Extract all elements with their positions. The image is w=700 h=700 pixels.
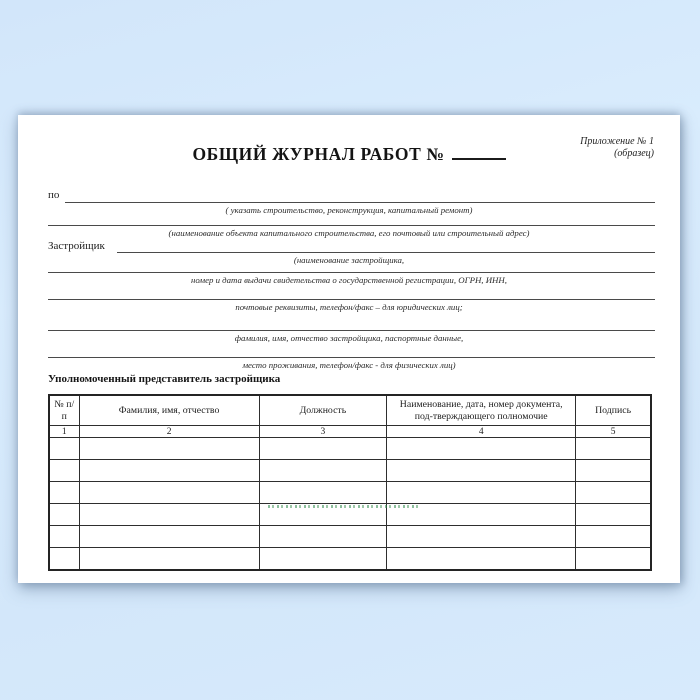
table-header xyxy=(49,395,651,438)
caption-object-name: (наименование объекта капитального строительства, его почтовый или строительный адрес) xyxy=(168,228,530,238)
table-cell xyxy=(49,548,79,571)
table-cell xyxy=(49,504,79,526)
blank-line-postal xyxy=(48,299,655,300)
table-cell xyxy=(49,526,79,548)
table-cell xyxy=(576,460,651,482)
caption-construction-type: ( указать строительство, реконструкция, капитальный ремонт) xyxy=(225,205,473,215)
table-cell xyxy=(576,482,651,504)
document-page xyxy=(18,115,680,583)
caption-registration: номер и дата выдачи свидетельства о государственной регистрации, ОГРН, ИНН, xyxy=(191,275,507,285)
table-cell xyxy=(49,482,79,504)
site-watermark xyxy=(268,505,420,508)
journal-number-blank xyxy=(452,145,506,160)
table-cell xyxy=(79,482,259,504)
table-cell xyxy=(79,460,259,482)
table-cell xyxy=(387,460,576,482)
table-header-row xyxy=(49,395,651,426)
blank-line-developer-name xyxy=(117,252,655,253)
blank-line-residence xyxy=(48,357,655,358)
appendix-sample-note: (образец) xyxy=(614,148,654,159)
table-row xyxy=(49,482,651,504)
table-cell xyxy=(387,482,576,504)
table-cell xyxy=(576,438,651,460)
column-number: 1 xyxy=(49,426,79,438)
column-number: 3 xyxy=(259,426,387,438)
blank-line-object-name xyxy=(48,225,655,226)
table-cell xyxy=(387,526,576,548)
table-cell xyxy=(576,548,651,571)
table-cell xyxy=(79,526,259,548)
table-cell xyxy=(387,548,576,571)
document-title-text: ОБЩИЙ ЖУРНАЛ РАБОТ № xyxy=(192,144,445,164)
document-title xyxy=(18,144,680,165)
table-row xyxy=(49,438,651,460)
section-title-representative: Уполномоченный представитель застройщика xyxy=(48,373,281,385)
table-cell xyxy=(79,504,259,526)
table-cell xyxy=(49,460,79,482)
table-cell xyxy=(259,460,387,482)
blank-line-person xyxy=(48,330,655,331)
table-cell xyxy=(49,438,79,460)
table-cell xyxy=(576,504,651,526)
table-cell xyxy=(576,526,651,548)
table-row xyxy=(49,526,651,548)
representatives-table xyxy=(48,394,652,571)
table-row xyxy=(49,460,651,482)
table-cell xyxy=(259,526,387,548)
table-cell xyxy=(79,548,259,571)
table-empty-rows xyxy=(49,438,651,571)
table-cell xyxy=(259,482,387,504)
table-row xyxy=(49,548,651,571)
column-number-row xyxy=(49,426,651,438)
field-label-developer: Застройщик xyxy=(48,240,105,252)
caption-person: фамилия, имя, отчество застройщика, паспортные данные, xyxy=(234,333,464,343)
table-cell xyxy=(259,548,387,571)
blank-line-construction-type xyxy=(65,202,655,203)
table-cell xyxy=(387,438,576,460)
appendix-number: Приложение № 1 xyxy=(580,136,654,147)
caption-postal: почтовые реквизиты, телефон/факс – для юридических лиц; xyxy=(235,302,463,312)
column-header-signature: Подпись xyxy=(576,395,651,426)
table-cell xyxy=(259,438,387,460)
table-cell xyxy=(79,438,259,460)
column-header-position: Должность xyxy=(259,395,387,426)
field-label-po: по xyxy=(48,189,60,201)
column-number: 4 xyxy=(387,426,576,438)
column-number: 2 xyxy=(79,426,259,438)
caption-residence: место проживания, телефон/факс - для физических лиц) xyxy=(242,360,456,370)
caption-developer-name: (наименование застройщика, xyxy=(293,255,405,265)
blank-line-registration xyxy=(48,272,655,273)
column-header-name: Фамилия, имя, отчество xyxy=(79,395,259,426)
column-header-authority-document: Наименование, дата, номер документа, под-тверждающего полномочие xyxy=(387,395,576,426)
column-number: 5 xyxy=(576,426,651,438)
column-header-number: № п/п xyxy=(49,395,79,426)
